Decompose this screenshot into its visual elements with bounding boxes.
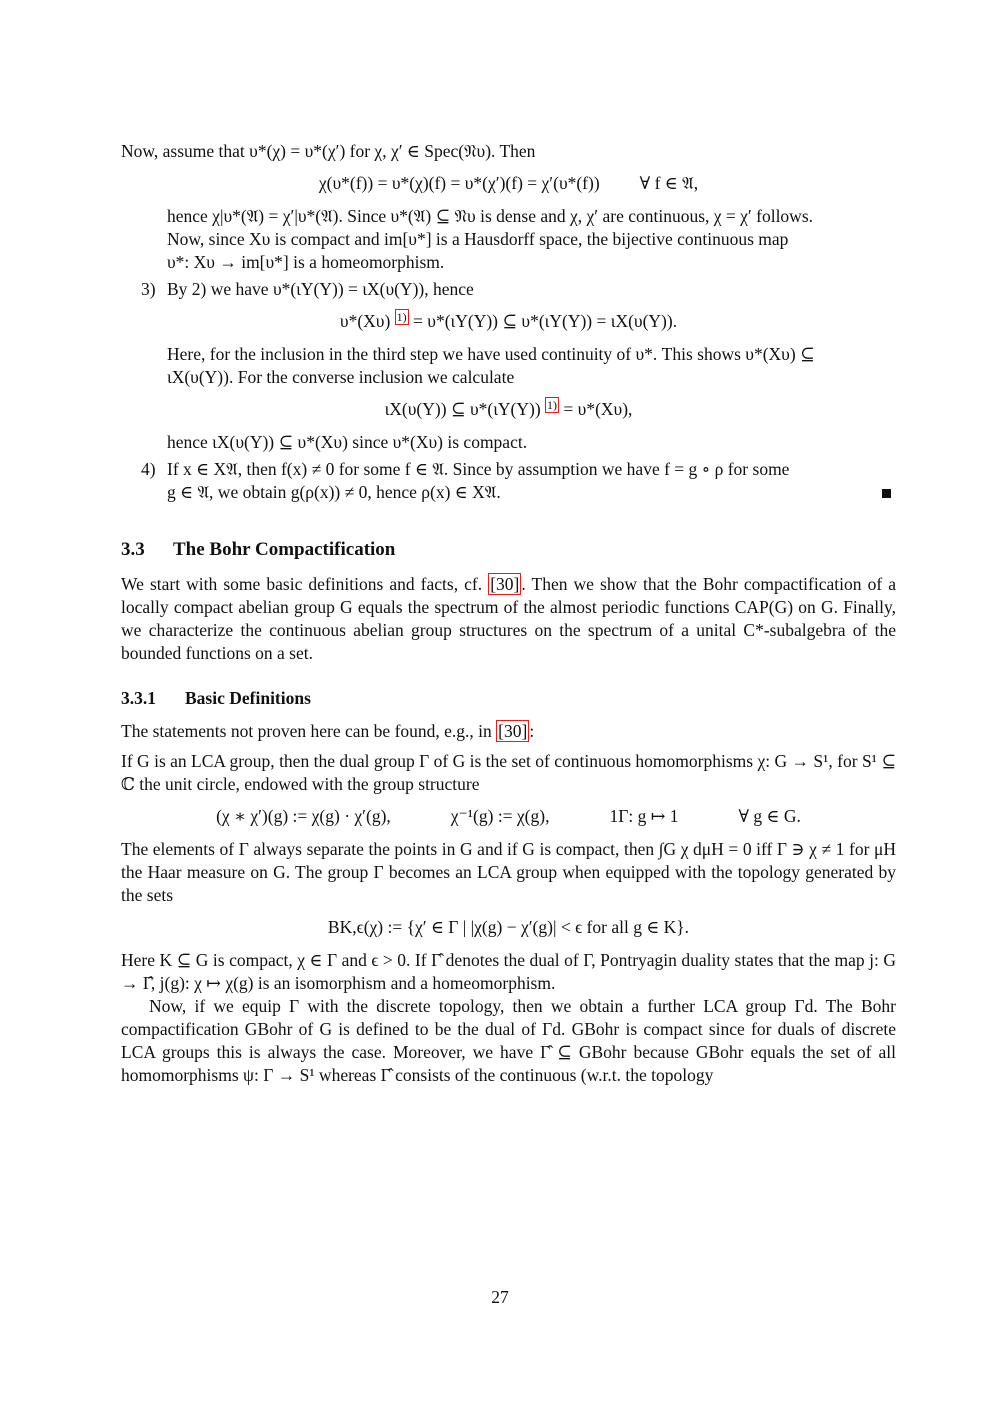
- section-heading: [121, 538, 896, 561]
- citation-link[interactable]: [30]: [490, 574, 520, 594]
- equation-1-body: χ(υ*(f)) = υ*(χ)(f) = υ*(χ′)(f) = χ′(υ*(f)): [318, 173, 600, 193]
- subsection-paragraph-1: [121, 720, 896, 743]
- section-intro-pre: We start with some basic definitions and facts, cf.: [121, 574, 483, 594]
- subsection-p1-post: :: [529, 721, 535, 741]
- paragraph-after-eq1-line1: hence χ|υ*(𝔄) = χ′|υ*(𝔄). Since υ*(𝔄) ⊆ 𝔑υ is dense and χ, χ′ are continuous, χ = χ′ follows.: [167, 206, 814, 226]
- section-intro-post: . Then we show that the Bohr compactification of a locally compact abelian group G equals the spectrum of the almost periodic functions CAP(G) on G. Finally, we characterize the continuous abelian group structures on the spectrum of a unital C*-subalgebra of the bounded functions on a set.: [121, 574, 896, 663]
- paragraph-after-eq2-line2: ιX(υ(Y)). For the converse inclusion we calculate: [167, 367, 515, 387]
- subsection-heading: [121, 687, 896, 710]
- equation-3-rhs: = υ*(Xυ),: [563, 399, 633, 419]
- page-body: [121, 140, 896, 1087]
- subsection-paragraph-5: Now, if we equip Γ with the discrete topology, then we obtain a further LCA group Γd. The Bohr compactification GBohr of G is defined to be the dual of Γd. GBohr is compact since for duals of discrete LCA groups this is always the case. Moreover, we have Γ̂ ⊆ GBohr because GBohr equals the set of all homomorphisms ψ: Γ → S¹ whereas Γ̂ consists of the continuous (w.r.t. the topology: [121, 996, 896, 1085]
- subsection-paragraph-3: The elements of Γ always separate the points in G and if G is compact, then ∫G χ dμH = 0 iff Γ ∋ χ ≠ 1 for μH the Haar measure on G. The group Γ becomes an LCA group when equipped with the topology generated by the sets: [121, 839, 896, 905]
- page-number: 27: [491, 1287, 509, 1307]
- list-item-3-number: 3): [141, 279, 156, 299]
- equation-3: [121, 398, 896, 421]
- paragraph-after-eq1-line2: Now, since Xυ is compact and im[υ*] is a Hausdorff space, the bijective continuous map: [167, 229, 789, 249]
- equation-2: [121, 310, 896, 333]
- equation-1: [121, 172, 896, 195]
- citation-link[interactable]: [30]: [498, 721, 528, 741]
- equation-1-quantifier: ∀ f ∈ 𝔄,: [639, 173, 699, 193]
- list-item-3-text: By 2) we have υ*(ιY(Y)) = ιX(υ(Y)), hence: [167, 279, 474, 299]
- subsection-paragraph-4: Here K ⊆ G is compact, χ ∈ Γ and ϵ > 0. If Γ̂ denotes the dual of Γ, Pontryagin duality states that the map j: G → Γ̂, j(g): χ ↦ χ(g) is an isomorphism and a homeomorphism.: [121, 950, 896, 993]
- equation-3-lhs: ιX(υ(Y)) ⊆ υ*(ιY(Y)): [384, 399, 541, 419]
- proof-intro: Now, assume that υ*(χ) = υ*(χ′) for χ, χ′ ∈ Spec(𝔑υ). Then: [121, 141, 536, 161]
- paragraph-after-eq2-line1: Here, for the inclusion in the third step we have used continuity of υ*. This shows υ*(Xυ) ⊆: [167, 344, 815, 364]
- paragraph-after-eq1-line3: υ*: Xυ → im[υ*] is a homeomorphism.: [167, 252, 445, 272]
- paragraph-after-eq3: hence ιX(υ(Y)) ⊆ υ*(Xυ) since υ*(Xυ) is compact.: [167, 432, 528, 452]
- list-item-4: [121, 458, 896, 504]
- list-item-4-line2: g ∈ 𝔄, we obtain g(ρ(x)) ≠ 0, hence ρ(x) ∈ X𝔄.: [167, 482, 501, 502]
- subsection-paragraph-2: If G is an LCA group, then the dual group Γ of G is the set of continuous homomorphisms χ: G → S¹, for S¹ ⊆ ℂ the unit circle, endowed with the group structure: [121, 751, 896, 794]
- section-number: 3.3: [121, 539, 145, 560]
- equation-ref-link[interactable]: 1): [396, 310, 407, 324]
- equation-2-lhs: υ*(Xυ): [339, 311, 391, 331]
- equation-4-quantifier: ∀ g ∈ G.: [738, 806, 801, 826]
- equation-2-rhs: = υ*(ιY(Y)) ⊆ υ*(ιY(Y)) = ιX(υ(Y)).: [413, 311, 678, 331]
- section-title: The Bohr Compactification: [173, 539, 396, 560]
- equation-5: [121, 916, 896, 939]
- subsection-number: 3.3.1: [121, 688, 156, 708]
- list-item-3: [121, 278, 896, 301]
- equation-5-body: BK,ϵ(χ) := {χ′ ∈ Γ | |χ(g) − χ′(g)| < ϵ for all g ∈ K}.: [327, 917, 690, 937]
- list-item-4-number: 4): [141, 459, 156, 479]
- list-item-4-line1: If x ∈ X𝔄, then f(x) ≠ 0 for some f ∈ 𝔄. Since by assumption we have f = g ∘ ρ for some: [167, 459, 790, 479]
- equation-ref-link[interactable]: 1): [547, 398, 558, 412]
- list-item-4-line2-wrap: [167, 481, 896, 504]
- equation-4-unit: 1Γ: g ↦ 1: [609, 806, 679, 826]
- qed-square-icon: [882, 489, 891, 498]
- equation-4-inverse: χ⁻¹(g) := χ(g),: [450, 806, 550, 826]
- section-intro-paragraph: [121, 573, 896, 665]
- subsection-p1-pre: The statements not proven here can be found, e.g., in: [121, 721, 492, 741]
- equation-4-product: (χ ∗ χ′)(g) := χ(g) · χ′(g),: [216, 806, 391, 826]
- equation-4: [121, 805, 896, 828]
- subsection-title: Basic Definitions: [185, 688, 311, 708]
